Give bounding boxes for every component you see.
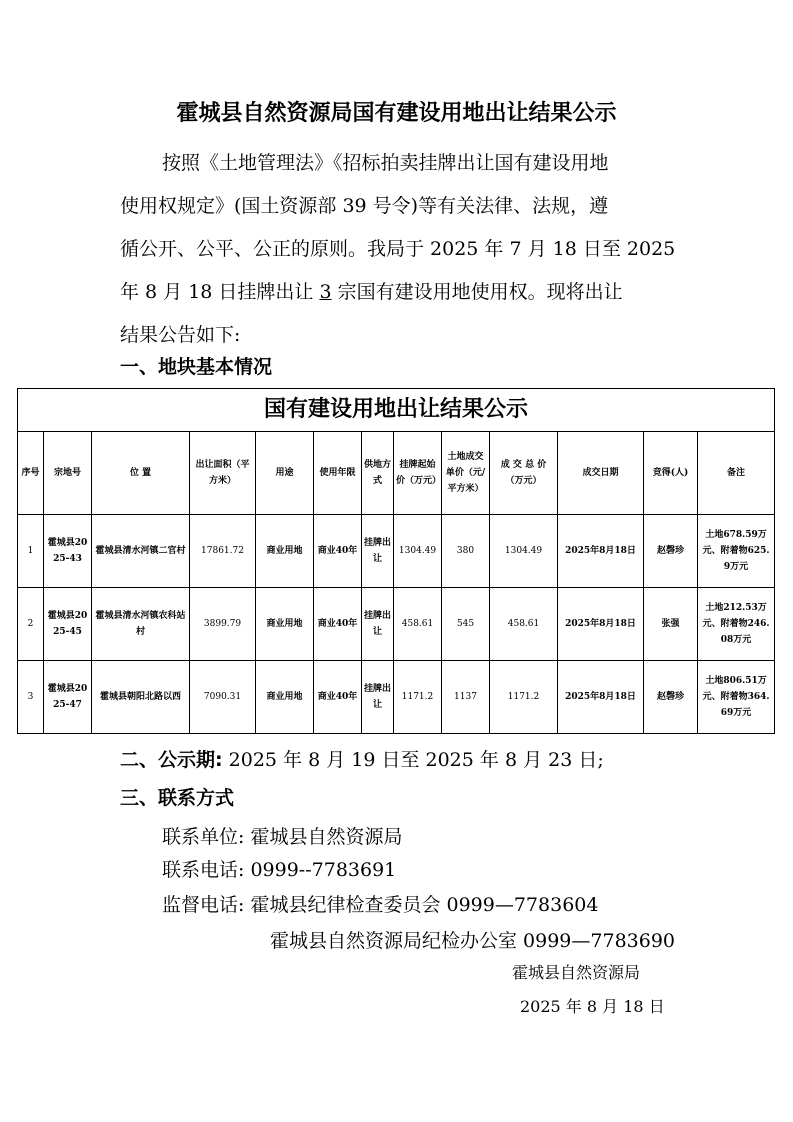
cell-deal-date: 2025年8月18日 bbox=[558, 588, 644, 661]
col-header: 土地成交单价（元/平方米） bbox=[442, 432, 490, 515]
cell-unit-price: 1137 bbox=[442, 661, 490, 734]
cell-start-price: 458.61 bbox=[394, 588, 442, 661]
table-row bbox=[18, 661, 775, 734]
cell-term: 商业40年 bbox=[314, 515, 362, 588]
contact-unit-label: 联系单位: bbox=[162, 826, 245, 848]
intro-line-3: 循公开、公平、公正的原则。我局于 2025 年 7 月 18 日至 2025 bbox=[120, 238, 676, 260]
intro-line-4 bbox=[120, 271, 680, 314]
parcel-count: 3 bbox=[319, 281, 332, 303]
col-header: 备注 bbox=[698, 432, 775, 515]
col-header: 序号 bbox=[18, 432, 44, 515]
supervise-phone-1: 霍城县纪律检查委员会 0999—7783604 bbox=[250, 894, 599, 916]
contact-phone-line bbox=[162, 855, 396, 882]
cell-supply-method: 挂牌出让 bbox=[362, 661, 394, 734]
intro-paragraph bbox=[120, 142, 680, 357]
cell-area: 3899.79 bbox=[190, 588, 256, 661]
cell-area: 7090.31 bbox=[190, 661, 256, 734]
cell-use: 商业用地 bbox=[256, 661, 314, 734]
contact-unit-line bbox=[162, 822, 402, 849]
col-header: 位 置 bbox=[92, 432, 190, 515]
cell-term: 商业40年 bbox=[314, 661, 362, 734]
intro-line-4-pre: 年 8 月 18 日挂牌出让 bbox=[120, 281, 320, 303]
col-header: 用途 bbox=[256, 432, 314, 515]
section-2-text: 2025 年 8 月 19 日至 2025 年 8 月 23 日; bbox=[222, 749, 604, 771]
col-header: 宗地号 bbox=[44, 432, 92, 515]
contact-phone: 0999--7783691 bbox=[250, 859, 397, 881]
cell-use: 商业用地 bbox=[256, 515, 314, 588]
section-1-heading: 一、地块基本情况 bbox=[120, 356, 273, 378]
cell-remark: 土地806.51万元、附着物364.69万元 bbox=[698, 661, 775, 734]
table-caption: 国有建设用地出让结果公示 bbox=[18, 389, 775, 432]
cell-location: 霍城县清水河镇农科站村 bbox=[92, 588, 190, 661]
cell-start-price: 1304.49 bbox=[394, 515, 442, 588]
supervise-line-2: 霍城县自然资源局纪检办公室 0999—7783690 bbox=[270, 930, 676, 952]
cell-total-price: 1304.49 bbox=[490, 515, 558, 588]
cell-start-price: 1171.2 bbox=[394, 661, 442, 734]
cell-index: 2 bbox=[18, 588, 44, 661]
cell-location: 霍城县朝阳北路以西 bbox=[92, 661, 190, 734]
cell-remark: 土地212.53万元、附着物246.08万元 bbox=[698, 588, 775, 661]
section-2 bbox=[120, 745, 604, 772]
cell-location: 霍城县清水河镇二官村 bbox=[92, 515, 190, 588]
section-3-label: 三、联系方式 bbox=[120, 787, 235, 809]
cell-parcel-id: 霍城县2025-47 bbox=[44, 661, 92, 734]
cell-supply-method: 挂牌出让 bbox=[362, 588, 394, 661]
col-header: 成 交 总 价（万元） bbox=[490, 432, 558, 515]
col-header: 出让面积（平方米） bbox=[190, 432, 256, 515]
contact-phone-label: 联系电话: bbox=[162, 859, 245, 881]
cell-area: 17861.72 bbox=[190, 515, 256, 588]
supervise-line-1 bbox=[162, 890, 598, 917]
intro-line-1: 按照《土地管理法》《招标拍卖挂牌出让国有建设用地 bbox=[162, 152, 609, 174]
result-table-wrapper bbox=[17, 388, 774, 734]
cell-parcel-id: 霍城县2025-45 bbox=[44, 588, 92, 661]
col-header: 挂牌起始价（万元） bbox=[394, 432, 442, 515]
page-title: 霍城县自然资源局国有建设用地出让结果公示 bbox=[176, 101, 617, 126]
cell-winner: 赵磬珍 bbox=[644, 515, 698, 588]
cell-deal-date: 2025年8月18日 bbox=[558, 515, 644, 588]
cell-total-price: 1171.2 bbox=[490, 661, 558, 734]
cell-deal-date: 2025年8月18日 bbox=[558, 661, 644, 734]
intro-line-2: 使用权规定》(国土资源部 39 号令)等有关法律、法规，遵 bbox=[120, 195, 609, 217]
table-row bbox=[18, 588, 775, 661]
cell-parcel-id: 霍城县2025-43 bbox=[44, 515, 92, 588]
col-header: 供地方式 bbox=[362, 432, 394, 515]
col-header: 成交日期 bbox=[558, 432, 644, 515]
signature-date: 2025 年 8 月 18 日 bbox=[520, 997, 665, 1016]
cell-remark: 土地678.59万元、附着物625.9万元 bbox=[698, 515, 775, 588]
section-3-heading bbox=[120, 783, 234, 810]
cell-use: 商业用地 bbox=[256, 588, 314, 661]
col-header: 使用年限 bbox=[314, 432, 362, 515]
table-row bbox=[18, 515, 775, 588]
cell-unit-price: 380 bbox=[442, 515, 490, 588]
cell-index: 1 bbox=[18, 515, 44, 588]
cell-supply-method: 挂牌出让 bbox=[362, 515, 394, 588]
intro-line-4-post: 宗国有建设用地使用权。现将出让 bbox=[331, 281, 623, 303]
col-header: 竞得(人) bbox=[644, 432, 698, 515]
intro-line-5: 结果公告如下: bbox=[120, 324, 241, 346]
cell-index: 3 bbox=[18, 661, 44, 734]
contact-unit: 霍城县自然资源局 bbox=[250, 826, 403, 848]
cell-total-price: 458.61 bbox=[490, 588, 558, 661]
cell-term: 商业40年 bbox=[314, 588, 362, 661]
cell-winner: 张强 bbox=[644, 588, 698, 661]
section-2-label: 二、公示期: bbox=[120, 749, 223, 771]
cell-unit-price: 545 bbox=[442, 588, 490, 661]
cell-winner: 赵磬珍 bbox=[644, 661, 698, 734]
result-table bbox=[17, 388, 775, 734]
signature-org: 霍城县自然资源局 bbox=[512, 963, 641, 982]
table-header-row bbox=[18, 432, 775, 515]
supervise-label: 监督电话: bbox=[162, 894, 245, 916]
